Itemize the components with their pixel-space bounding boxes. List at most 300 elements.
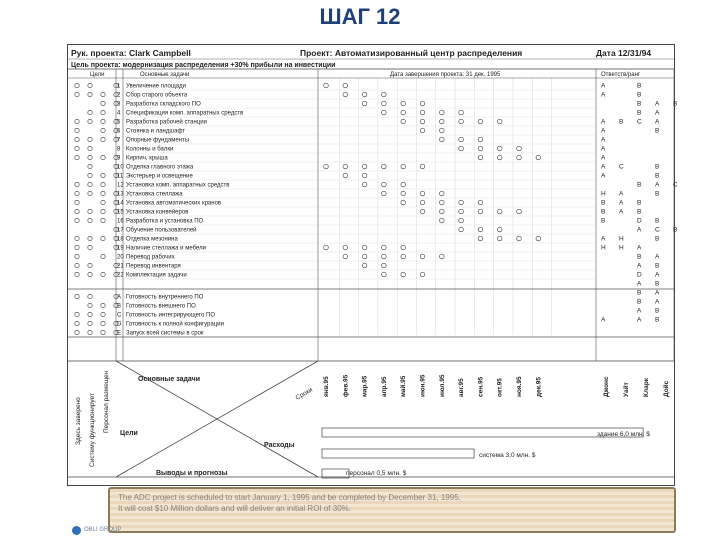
person-label: Кларк <box>643 378 650 397</box>
owner-code: A <box>655 271 660 279</box>
month-label: фев.95 <box>342 374 350 397</box>
schedule-mark <box>382 101 387 106</box>
schedule-mark <box>497 236 502 241</box>
schedule-mark <box>478 200 483 205</box>
task-number: 4 <box>117 110 121 117</box>
schedule-mark <box>362 173 367 178</box>
owner-code: D <box>637 271 642 279</box>
goal-link-mark <box>101 330 105 334</box>
schedule-mark <box>343 173 348 178</box>
schedule-mark <box>362 263 367 268</box>
task-rows <box>117 84 243 279</box>
goal-link-mark <box>75 137 79 141</box>
schedule-mark <box>459 110 464 115</box>
task-number: 16 <box>117 218 124 225</box>
owner-code: A <box>601 127 606 135</box>
owner-code: A <box>637 262 642 270</box>
owner-code: A <box>601 91 606 99</box>
owner-code: A <box>601 316 606 324</box>
schedule-mark <box>382 182 387 187</box>
goal-link-mark <box>101 173 105 177</box>
owner-code: B <box>655 163 660 171</box>
schedule-mark <box>362 245 367 250</box>
goal-link-mark <box>75 236 79 240</box>
owner-code: H <box>619 235 624 243</box>
goal-link-mark <box>75 119 79 123</box>
left-label-1: Здесь заверено <box>75 397 82 445</box>
goal-link-mark <box>101 312 105 316</box>
schedule-mark <box>440 110 445 115</box>
month-label: апр.95 <box>380 376 388 397</box>
budget-bar-building <box>322 428 643 437</box>
schedule-mark <box>382 263 387 268</box>
owner-code: C <box>637 118 642 126</box>
goal-link-mark <box>88 218 92 222</box>
goal-link-mark <box>88 146 92 150</box>
goal-link-mark <box>75 254 79 258</box>
goal-link-mark <box>88 182 92 186</box>
owner-code: C <box>655 226 660 234</box>
deadline-header: Дата завершения проекта: 31 дек. 1995 <box>390 72 501 78</box>
schedule-mark <box>382 110 387 115</box>
schedule-mark <box>440 218 445 223</box>
month-label: янв.95 <box>323 376 330 397</box>
goal-link-mark <box>75 321 79 325</box>
schedule-mark <box>401 110 406 115</box>
month-label: дек.95 <box>535 376 543 397</box>
owner-code: C <box>619 163 624 171</box>
owner-code: A <box>637 307 642 315</box>
month-label: сен.95 <box>477 376 485 397</box>
task-label: Разработка складского ПО <box>126 101 201 108</box>
schedule-mark <box>401 200 406 205</box>
goal-link-mark <box>101 209 105 213</box>
goal-link-mark <box>88 164 92 168</box>
owners-header: Ответств/ранг <box>601 72 641 78</box>
goal-link-mark <box>88 191 92 195</box>
goal-link-mark <box>88 83 92 87</box>
owner-code: A <box>655 100 660 108</box>
goals-label: Цели <box>120 430 138 437</box>
schedule-mark <box>459 227 464 232</box>
owner-code: A <box>601 172 606 180</box>
schedule-mark <box>478 137 483 142</box>
task-number: 21 <box>117 263 124 270</box>
month-label: окт.95 <box>496 378 504 397</box>
task-label: Установка стеллажа <box>126 191 183 198</box>
owner-codes <box>601 83 678 324</box>
schedule-mark <box>324 83 329 88</box>
task-number: 22 <box>117 272 124 279</box>
owner-code: A <box>655 109 660 117</box>
project-one-page-chart <box>67 44 678 486</box>
owner-code: B <box>637 199 642 207</box>
goal-link-mark <box>75 191 79 195</box>
goal-link-mark <box>101 119 105 123</box>
goal-label: Готовность внешнего ПО <box>126 303 196 310</box>
owner-code: B <box>655 127 660 135</box>
goal-link-mark <box>75 294 79 298</box>
goal-link-mark <box>101 155 105 159</box>
schedule-mark <box>401 182 406 187</box>
schedule-mark <box>478 227 483 232</box>
logo-text: OBLI GROUP <box>84 527 122 533</box>
schedule-mark <box>440 191 445 196</box>
owner-code: A <box>601 163 606 171</box>
owner-code: B <box>601 217 606 225</box>
goal-link-mark <box>75 245 79 249</box>
schedule-mark <box>343 254 348 259</box>
schedule-mark <box>459 200 464 205</box>
schedule-mark <box>382 245 387 250</box>
budget-bar-system <box>322 449 474 458</box>
people-labels <box>603 376 670 397</box>
schedule-mark <box>362 101 367 106</box>
budget-system-label: система 3,0 млн. $ <box>479 452 536 459</box>
goal-link-mark <box>75 155 79 159</box>
task-number: 14 <box>117 200 124 207</box>
owner-code: B <box>655 280 660 288</box>
schedule-mark <box>420 101 425 106</box>
month-label: июл.95 <box>438 374 446 397</box>
owner-code: A <box>655 298 660 306</box>
tasks-column-header: Основные задачи <box>140 72 190 78</box>
month-label: июн.95 <box>419 374 427 397</box>
owner-code: H <box>619 244 624 252</box>
owner-code: B <box>637 208 642 216</box>
budget-building-label: здание 6,0 млн. $ <box>597 431 650 438</box>
goal-label: Запуск всей системы в срок <box>126 330 204 337</box>
schedule-mark <box>401 191 406 196</box>
schedule-mark <box>478 155 483 160</box>
goal-link-mark <box>88 312 92 316</box>
owner-code: A <box>619 190 624 198</box>
goal-link-mark <box>101 110 105 114</box>
goal-link-mark <box>88 294 92 298</box>
owner-code: B <box>655 262 660 270</box>
person-label: Уайт <box>623 382 630 397</box>
matrix-svg <box>68 45 678 485</box>
schedule-mark <box>362 92 367 97</box>
goal-link-mark <box>75 92 79 96</box>
goal-number: D <box>117 321 122 328</box>
owner-code: B <box>637 298 642 306</box>
task-label: Опорные фундаменты <box>126 137 190 144</box>
schedule-mark <box>478 236 483 241</box>
schedule-mark <box>420 200 425 205</box>
month-label: май.95 <box>400 375 408 397</box>
task-label: Разработка рабочей станции <box>126 119 207 126</box>
task-label: Отделка мезонина <box>126 236 178 243</box>
owner-code: A <box>655 289 660 297</box>
task-number: 8 <box>117 146 121 153</box>
schedule-mark <box>497 227 502 232</box>
goal-label: Готовность к полной конфигурации <box>126 321 224 328</box>
slide-title: ШАГ 12 <box>319 4 401 29</box>
owner-code: A <box>655 253 660 261</box>
schedule-mark <box>459 137 464 142</box>
owner-code: H <box>601 190 606 198</box>
goal-link-mark <box>101 218 105 222</box>
schedule-mark <box>478 209 483 214</box>
owner-code: B <box>601 199 606 207</box>
owner-code: B <box>637 109 642 117</box>
goal-link-mark <box>75 83 79 87</box>
schedule-mark <box>343 92 348 97</box>
owner-code: B <box>655 316 660 324</box>
schedule-mark <box>440 209 445 214</box>
goal-link-mark <box>75 182 79 186</box>
schedule-mark <box>440 128 445 133</box>
goal-link-mark <box>88 155 92 159</box>
task-label: Установка автоматических кранов <box>126 200 222 207</box>
schedule-mark <box>459 119 464 124</box>
owner-code: B <box>655 190 660 198</box>
goal-link-mark <box>88 245 92 249</box>
task-label: Увеличение площади <box>126 83 186 90</box>
schedule-mark <box>401 164 406 169</box>
owner-code: B <box>673 100 678 108</box>
goal-link-mark <box>88 173 92 177</box>
goal-link-mark <box>88 209 92 213</box>
schedule-mark <box>343 245 348 250</box>
schedule-mark <box>420 191 425 196</box>
schedule-mark <box>478 146 483 151</box>
owner-code: B <box>655 235 660 243</box>
schedule-mark <box>420 164 425 169</box>
task-label: Стоянка и ландшафт <box>126 128 186 135</box>
owner-code: B <box>619 118 624 126</box>
goal-link-mark <box>75 272 79 276</box>
goals-column-header: Цели <box>90 72 105 78</box>
schedule-mark <box>401 272 406 277</box>
schedule-mark <box>401 245 406 250</box>
task-label: Кирпич, крыша <box>126 155 168 162</box>
owner-code: A <box>601 136 606 144</box>
schedule-mark <box>497 146 502 151</box>
goal-link-mark <box>101 236 105 240</box>
owner-code: B <box>637 100 642 108</box>
schedule-mark <box>420 110 425 115</box>
goal-link-mark <box>88 236 92 240</box>
goal-link-mark <box>101 101 105 105</box>
task-label: Установка комп. аппаратных средств <box>126 182 230 189</box>
schedule-mark <box>517 236 522 241</box>
owner-code: B <box>637 181 642 189</box>
goal-link-mark <box>88 263 92 267</box>
person-label: Джонс <box>603 376 610 397</box>
schedule-mark <box>459 146 464 151</box>
schedule-mark <box>324 245 329 250</box>
task-number: 9 <box>117 155 121 162</box>
owner-code: B <box>655 217 660 225</box>
owner-code: C <box>673 181 678 189</box>
project-label: Проект: Автоматизированный центр распределения <box>300 48 523 58</box>
goal-link-mark <box>88 92 92 96</box>
schedule-mark <box>420 272 425 277</box>
schedule-mark <box>459 209 464 214</box>
person-label: Дойс <box>663 380 670 397</box>
schedule-mark <box>401 254 406 259</box>
schedule-mark <box>420 128 425 133</box>
task-number: 15 <box>117 209 124 216</box>
project-note <box>108 487 676 533</box>
schedule-mark <box>478 119 483 124</box>
goal-link-mark <box>101 182 105 186</box>
task-label: Обучение пользователей <box>126 227 197 234</box>
owner-code: H <box>601 244 606 252</box>
schedule-mark <box>536 155 541 160</box>
owner-code: A <box>637 226 642 234</box>
goal-label: Готовность внутреннего ПО <box>126 294 204 301</box>
owner-code: B <box>637 91 642 99</box>
owner-code: B <box>637 289 642 297</box>
goal-number: B <box>117 303 122 310</box>
schedule-mark <box>343 83 348 88</box>
month-label: ноя.95 <box>516 376 523 397</box>
goal-link-mark <box>75 330 79 334</box>
goal-link-mark <box>75 200 79 204</box>
task-label: Наличие стеллажа и мебели <box>126 245 206 252</box>
goal-link-mark <box>88 303 92 307</box>
goal-link-mark <box>101 321 105 325</box>
goal-rows <box>117 295 224 337</box>
expenses-label: Расходы <box>264 442 295 449</box>
task-number: 11 <box>117 173 124 180</box>
schedule-mark <box>497 209 502 214</box>
schedule-mark <box>420 119 425 124</box>
schedule-mark <box>517 209 522 214</box>
goal-link-mark <box>101 254 105 258</box>
date-label: Дата 12/31/94 <box>596 48 652 58</box>
goal-link-mark <box>75 209 79 213</box>
schedule-mark <box>459 218 464 223</box>
task-number: 3 <box>117 101 121 108</box>
schedule-mark <box>440 119 445 124</box>
task-label: Экстерьер и освещение <box>126 173 193 180</box>
budget-staff-label: персонал 0,5 млн. $ <box>346 470 407 477</box>
schedule-mark <box>382 272 387 277</box>
goal-link-mark <box>75 312 79 316</box>
goal-link-mark <box>101 137 105 141</box>
schedule-mark <box>382 164 387 169</box>
month-labels <box>323 374 542 397</box>
owner-code: B <box>637 82 642 90</box>
task-label: Разработка и установка ПО <box>126 218 204 225</box>
owner-code: A <box>601 154 606 162</box>
goal-number: E <box>117 330 122 337</box>
owner-code: A <box>601 118 606 126</box>
owner-code: A <box>655 118 660 126</box>
task-number: 18 <box>117 236 124 243</box>
month-label: мар.95 <box>361 375 369 397</box>
schedule-mark <box>440 254 445 259</box>
left-label-2: Систему функционирует <box>89 393 96 467</box>
goal-number: A <box>117 294 122 301</box>
task-number: 19 <box>117 245 124 252</box>
owner-code: B <box>655 172 660 180</box>
goal-link-mark <box>75 146 79 150</box>
schedule-mark <box>382 254 387 259</box>
note-line-1: The ADC project is scheduled to start January 1, 1995 and be completed by December 31, 1995. <box>118 493 461 502</box>
task-label: Колонны и балки <box>126 146 174 153</box>
schedule-mark <box>343 164 348 169</box>
goal-link-mark <box>75 218 79 222</box>
owner-code: A <box>637 244 642 252</box>
goal-link-mark <box>101 303 105 307</box>
goal-link-mark <box>101 191 105 195</box>
task-label: Комплектация задачи <box>126 272 187 279</box>
owner-code: B <box>673 226 678 234</box>
task-label: Спецификация комп. аппаратных средств <box>126 110 244 117</box>
goal-link-mark <box>75 128 79 132</box>
owner-code: B <box>601 208 606 216</box>
task-number: 5 <box>117 119 121 126</box>
goal-label: Готовность интегрирующего ПО <box>126 312 216 319</box>
schedule-mark <box>517 146 522 151</box>
schedule-mark <box>324 164 329 169</box>
goal-link-mark <box>88 110 92 114</box>
task-number: 7 <box>117 137 121 144</box>
schedule-mark <box>362 254 367 259</box>
task-number: 13 <box>117 191 124 198</box>
leader-label: Рук. проекта: Clark Campbell <box>71 48 191 58</box>
goal-number: C <box>117 312 122 319</box>
task-label: Установка конвейеров <box>126 209 189 216</box>
schedule-mark <box>517 155 522 160</box>
task-number: 1 <box>117 83 121 90</box>
owner-code: A <box>637 280 642 288</box>
schedule-mark <box>362 182 367 187</box>
note-line-2: It will cost $10 Million dollars and will deliver an initial ROI of 30%. <box>118 504 351 513</box>
owner-code: A <box>619 208 624 216</box>
logo-icon <box>72 526 81 535</box>
owner-code: A <box>601 235 606 243</box>
goal-link-mark <box>88 272 92 276</box>
goal-link-mark <box>75 263 79 267</box>
schedule-mark <box>382 92 387 97</box>
task-number: 6 <box>117 128 121 135</box>
task-number: 17 <box>117 227 124 234</box>
task-label: Сбор старого объекта <box>126 92 188 99</box>
main-tasks-label: Основные задачи <box>138 376 200 383</box>
owner-code: A <box>655 181 660 189</box>
task-label: Перевод инвентаря <box>126 263 181 270</box>
schedule-mark <box>401 101 406 106</box>
goal-link-mark <box>101 128 105 132</box>
owner-code: B <box>637 253 642 261</box>
goal-link-mark <box>88 330 92 334</box>
goal-link-mark <box>88 321 92 325</box>
task-number: 10 <box>117 164 124 171</box>
task-label: Отделка главного этажа <box>126 164 194 171</box>
goal-link-mark <box>88 119 92 123</box>
task-label: Перевод рабочих <box>126 254 175 261</box>
goal-link-mark <box>101 200 105 204</box>
task-number: 20 <box>117 254 124 261</box>
owner-code: A <box>637 316 642 324</box>
owner-code: A <box>619 199 624 207</box>
diagonal-label: Сроки <box>294 386 314 402</box>
schedule-mark <box>382 191 387 196</box>
month-label: авг.95 <box>458 378 466 397</box>
goal-link-mark <box>101 92 105 96</box>
schedule-mark <box>440 137 445 142</box>
owner-code: B <box>655 307 660 315</box>
conclusions-label: Выводы и прогнозы <box>156 470 228 477</box>
schedule-mark <box>536 236 541 241</box>
task-number: 2 <box>117 92 121 99</box>
